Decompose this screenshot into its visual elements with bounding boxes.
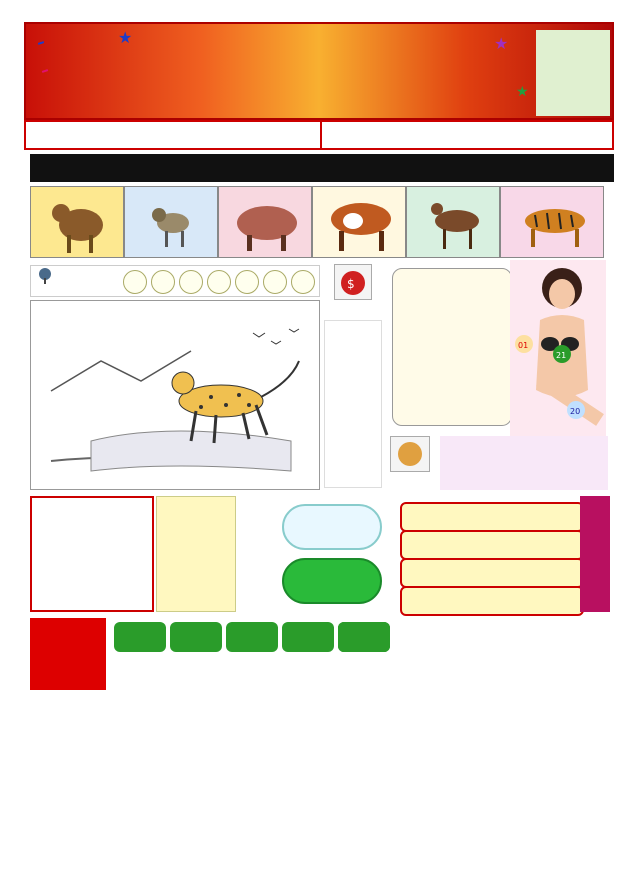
svg-text:21: 21 [556, 351, 567, 360]
hot-code [282, 622, 334, 652]
hot-code [114, 622, 166, 652]
win-tip-stamp [324, 262, 382, 318]
prediction-ball [291, 270, 315, 294]
stamp-text-1 [38, 41, 44, 45]
model-photo [510, 260, 606, 436]
code-guess-stamp [384, 434, 436, 488]
prediction-ball [235, 270, 259, 294]
blue-wave-pill [282, 504, 382, 550]
slogan-divider [320, 120, 322, 150]
poem-line-1 [400, 502, 584, 532]
tree-icon [35, 268, 55, 284]
hot-codes-label-box [30, 618, 106, 690]
slogan-bar [24, 120, 614, 150]
star-icon: ★ [494, 34, 509, 53]
poem-side-title [580, 496, 610, 612]
poem-line-2 [400, 530, 584, 560]
prediction-ball [207, 270, 231, 294]
prediction-bar [30, 265, 320, 297]
banner [24, 22, 614, 120]
hot-code [226, 622, 278, 652]
animal-goat-image [406, 186, 500, 258]
must-hit-box [236, 496, 276, 612]
scroll-poem [392, 268, 512, 426]
svg-text:20: 20 [570, 407, 581, 416]
prediction-ball [151, 270, 175, 294]
poem-line-4 [400, 586, 584, 616]
banner-stamp [32, 28, 112, 108]
coin-bag-icon [334, 264, 372, 300]
prediction-ball [263, 270, 287, 294]
green-wave-pill [282, 558, 382, 604]
prediction-ball [179, 270, 203, 294]
animal-pig-image [218, 186, 312, 258]
tail-box [440, 436, 608, 490]
star-icon: ★ [516, 84, 529, 100]
svg-text:01: 01 [518, 341, 529, 350]
hand-icon [390, 436, 430, 472]
send-codes-box [30, 496, 154, 612]
animal-monkey-image [30, 186, 124, 258]
prediction-ball [123, 270, 147, 294]
animal-tiger-image [500, 186, 604, 258]
star-icon: ★ [118, 28, 133, 47]
poem-line-3 [400, 558, 584, 588]
black-divider-bar [30, 154, 614, 182]
animal-ox-image [312, 186, 406, 258]
size-parity-box [156, 496, 236, 612]
puzzle-drawing [30, 300, 320, 490]
animal-dog-image [124, 186, 218, 258]
hot-code [170, 622, 222, 652]
svg-text:$: $ [347, 277, 355, 291]
issue-box [536, 30, 610, 116]
secret-column [324, 320, 382, 488]
hot-code [338, 622, 390, 652]
stamp-text-2 [42, 69, 48, 73]
